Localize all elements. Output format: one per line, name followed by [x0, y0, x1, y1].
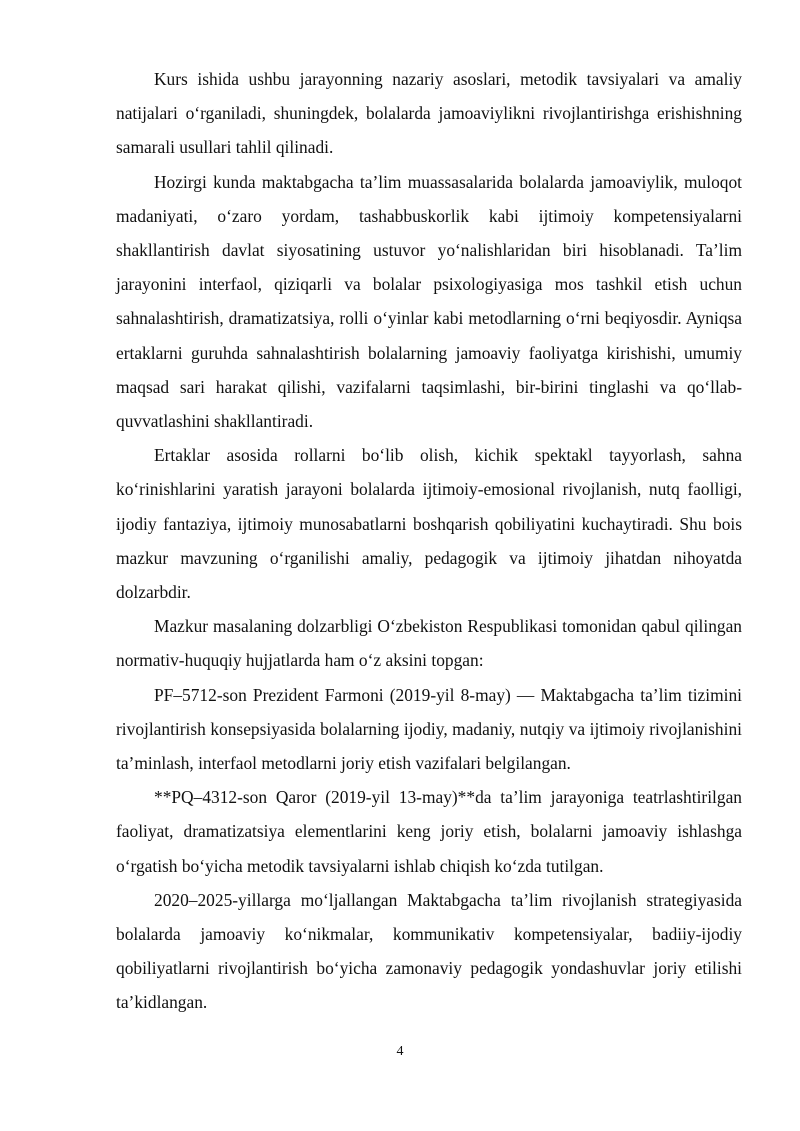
paragraph: Hozirgi kunda maktabgacha ta’lim muassasalarida bolalarda jamoaviylik, muloqot madaniyati, o‘zaro yordam, tashabbuskorlik kabi ijtimoiy kompetensiyalarni shakllantirish davlat siyosatining ustuvor yo‘nalishlaridan biri hisoblanadi. Ta’lim jarayonini interfaol, qiziqarli va bolalar psixologiyasiga mos tashkil etish uchun sahnalashtirish, dramatizatsiya, rolli o‘yinlar kabi metodlarning o‘rni beqiyosdir. Ayniqsa ertaklarni guruhda sahnalashtirish bolalarning jamoaviy faoliyatga kirishishi, umumiy maqsad sari harakat qilishi, vazifalarni taqsimlashi, bir-birini tinglashi va qo‘llab-quvvatlashini shakllantiradi. [116, 171, 742, 432]
page-number: 4 [396, 1044, 404, 1059]
paragraph: Ertaklar asosida rollarni bo‘lib olish, kichik spektakl tayyorlash, sahna ko‘rinishlarini yaratish jarayoni bolalarda ijtimoiy-emosional rivojlanish, nutq faolligi, ijodiy fantaziya, ijtimoiy munosabatlarni boshqarish qobiliyatini kuchaytiradi. Shu bois mazkur mavzuning o‘rganilishi amaliy, pedagogik va ijtimoiy jihatdan nihoyatda dolzarbdir. [116, 445, 742, 603]
paragraph: **PQ–4312-son Qaror (2019-yil 13-may)**da ta’lim jarayoniga teatrlashtirilgan faoliyat, dramatizatsiya elementlarini keng joriy etish, bolalarni jamoaviy ishlashga o‘rgatish bo‘yicha metodik tavsiyalarni ishlab chiqish ko‘zda tutilgan. [116, 787, 742, 876]
body-text [116, 62, 742, 1020]
paragraph: PF–5712-son Prezident Farmoni (2019-yil 8-may) — Maktabgacha ta’lim tizimini rivojlantirish konsepsiyasida bolalarning ijodiy, madaniy, nutqiy va ijtimoiy rivojlanishini ta’minlash, interfaol metodlarni joriy etish vazifalari belgilangan. [116, 684, 742, 774]
paragraph: Mazkur masalaning dolzarbligi O‘zbekiston Respublikasi tomonidan qabul qilingan normativ-huquqiy hujjatlarda ham o‘z aksini topgan: [116, 616, 742, 671]
paragraph: 2020–2025-yillarga mo‘ljallangan Maktabgacha ta’lim rivojlanish strategiyasida bolalarda jamoaviy ko‘nikmalar, kommunikativ kompetensiyalar, badiiy-ijodiy qobiliyatlarni rivojlantirish bo‘yicha zamonaviy pedagogik yondashuvlar joriy etilishi ta’kidlangan. [116, 889, 742, 1013]
paragraph: Kurs ishida ushbu jarayonning nazariy asoslari, metodik tavsiyalari va amaliy natijalari o‘rganiladi, shuningdek, bolalarda jamoaviylikni rivojlantirishga erishishning samarali usullari tahlil qilinadi. [116, 69, 742, 158]
